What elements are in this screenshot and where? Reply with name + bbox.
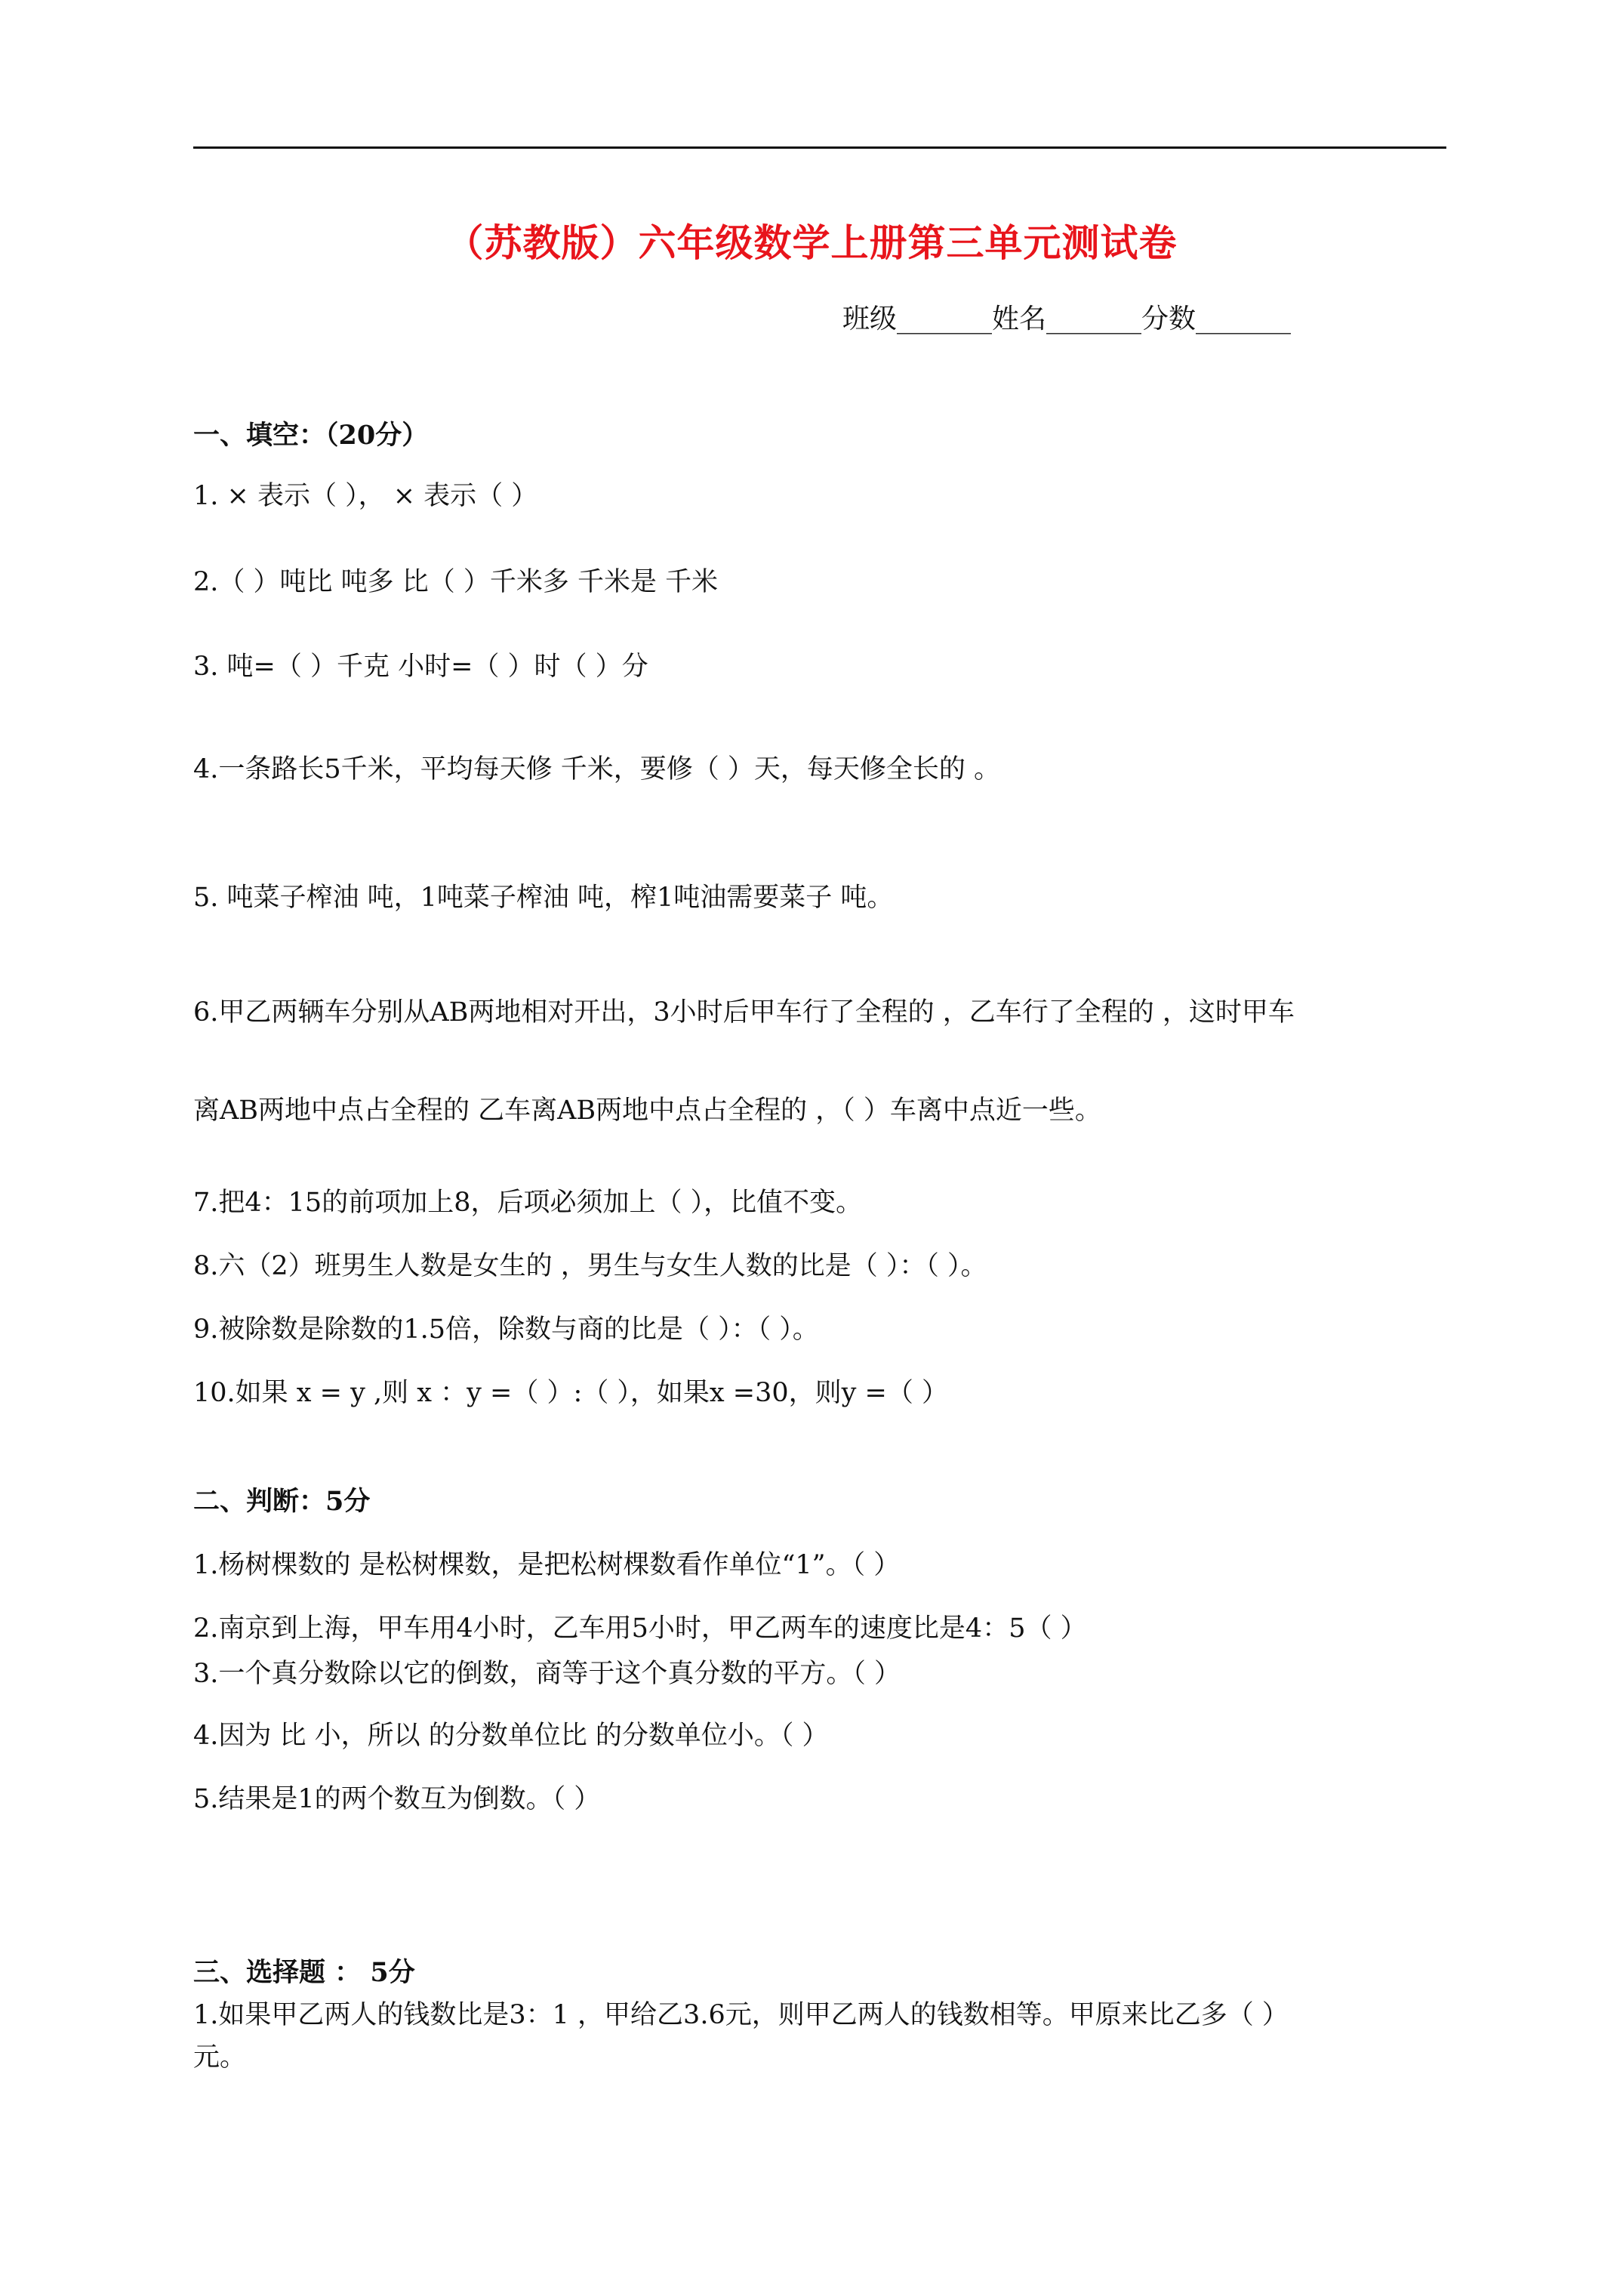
fill-item-7: 7.把4：15的前项加上8，后项必须加上（ ），比值不变。 — [193, 1188, 863, 1218]
judge-item-3: 3.一个真分数除以它的倒数，商等于这个真分数的平方。（ ） — [193, 1659, 901, 1689]
fill-item-4: 4.一条路长5千米，平均每天修 千米，要修（ ）天，每天修全长的 。 — [193, 754, 1001, 784]
section-3-heading: 三、选择题 ： 5分 — [193, 1957, 415, 1988]
fill-item-1: 1. × 表示（ ）， × 表示（ ） — [193, 481, 538, 511]
fill-item-6-continued: 离AB两地中点占全程的 乙车离AB两地中点占全程的 ，（ ）车离中点近一些。 — [193, 1096, 1101, 1126]
fill-item-9: 9.被除数是除数的1.5倍，除数与商的比是（ ）：（ ）。 — [193, 1314, 819, 1345]
judge-item-2: 2.南京到上海，甲车用4小时，乙车用5小时，甲乙两车的速度比是4：5（ ） — [193, 1613, 1087, 1644]
fill-item-5: 5. 吨菜子榨油 吨，1吨菜子榨油 吨，榨1吨油需要菜子 吨。 — [193, 883, 894, 913]
section-1-heading: 一、填空：（20分） — [193, 420, 429, 451]
fill-item-6: 6.甲乙两辆车分别从AB两地相对开出，3小时后甲车行了全程的 ，乙车行了全程的 ，这时甲车 — [193, 997, 1295, 1028]
header-rule — [193, 146, 1446, 149]
fill-item-2: 2.（ ）吨比 吨多 比（ ）千米多 千米是 千米 — [193, 567, 719, 597]
judge-item-5: 5.结果是1的两个数互为倒数。（ ） — [193, 1784, 601, 1814]
choice-item-1: 1.如果甲乙两人的钱数比是3：1 ，甲给乙3.6元，则甲乙两人的钱数相等。甲原来比乙多（ ） — [193, 2000, 1289, 2030]
judge-item-1: 1.杨树棵数的 是松树棵数，是把松树棵数看作单位“1”。（ ） — [193, 1550, 901, 1580]
section-2-heading: 二、判断：5分 — [193, 1486, 371, 1517]
student-info-line: 班级_______姓名_______分数_______ — [842, 304, 1292, 334]
page-title: （苏教版）六年级数学上册第三单元测试卷 — [445, 220, 1178, 265]
choice-item-1-continued: 元。 — [193, 2042, 247, 2073]
fill-item-10: 10.如果 x = y ,则 x ：y =（ ）:（ ），如果x =30，则y =（ ） — [193, 1378, 948, 1408]
fill-item-8: 8.六（2）班男生人数是女生的 ，男生与女生人数的比是（ ）：（ ）。 — [193, 1251, 987, 1281]
fill-item-3: 3. 吨=（ ）千克 小时=（ ）时（ ）分 — [193, 652, 648, 682]
judge-item-4: 4.因为 比 小，所以 的分数单位比 的分数单位小。（ ） — [193, 1721, 829, 1751]
